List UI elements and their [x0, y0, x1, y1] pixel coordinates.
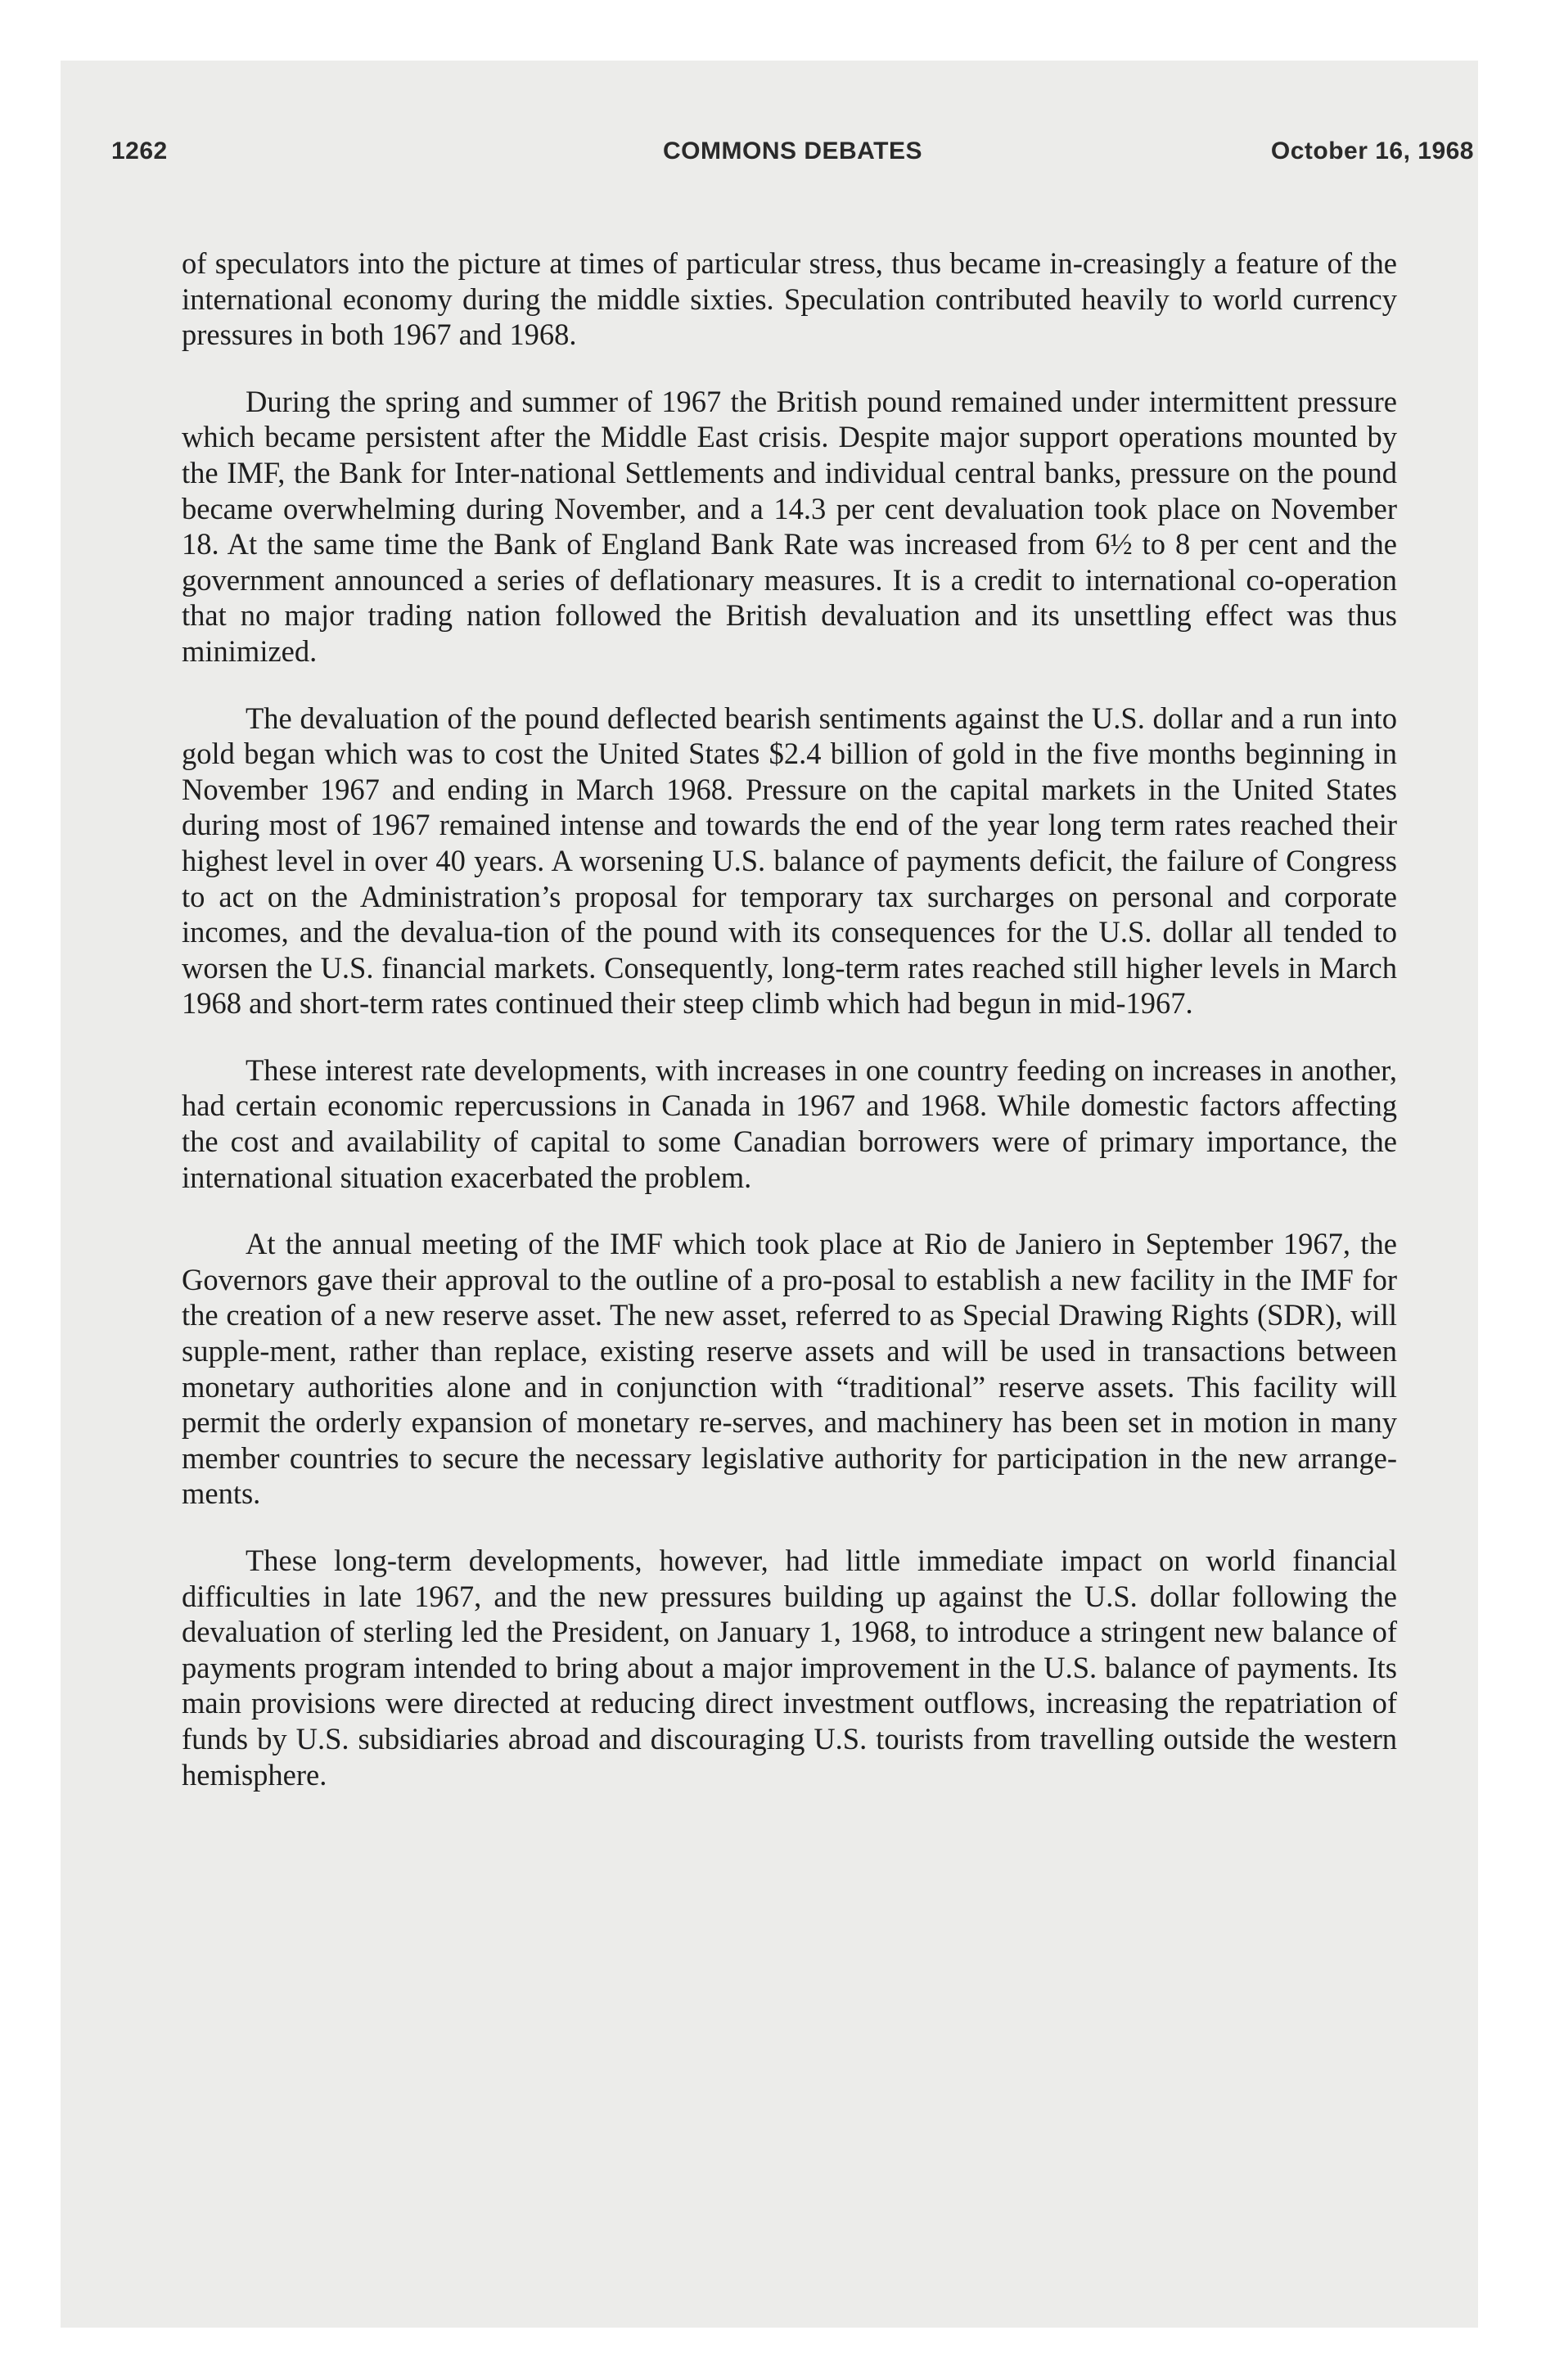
paragraph: The devaluation of the pound deflected bearish sentiments against the U.S. dollar and a run into gold began which was to cost the United States $2.4 billion of gold in the five months beginning in November 1967 and ending in March 1968. Pressure on the capital markets in the United States during most of 1967 remained intense and towards the end of the year long term rates reached their highest level in over 40 years. A worsening U.S. balance of payments deficit, the failure of Congress to act on the Administration’s proposal for temporary tax surcharges on personal and corporate incomes, and the devalua-tion of the pound with its consequences for the U.S. dollar all tended to worsen the U.S. financial markets. Consequently, long-term rates reached still higher levels in March 1968 and short-term rates continued their steep climb which had begun in mid-1967. [182, 701, 1397, 1021]
paragraph: During the spring and summer of 1967 the British pound remained under intermittent pressure which became persistent after the Middle East crisis. Despite major support operations mounted by the IMF, the Bank for Inter-national Settlements and individual central banks, pressure on the pound became overwhelming during November, and a 14.3 per cent devaluation took place on November 18. At the same time the Bank of England Bank Rate was increased from 6½ to 8 per cent and the government announced a series of deflationary measures. It is a credit to international co-operation that no major trading nation followed the British devaluation and its unsettling effect was thus minimized. [182, 384, 1397, 668]
paragraph-continued: of speculators into the picture at times of particular stress, thus became in-creasingly a feature of the international economy during the middle sixties. Speculation contributed heavily to world currency pressures in both 1967 and 1968. [182, 246, 1397, 352]
page-date: October 16, 1968 [1270, 137, 1474, 165]
page-header [111, 137, 1474, 180]
paragraph: At the annual meeting of the IMF which took place at Rio de Janiero in September 1967, the Governors gave their approval to the outline of a pro-posal to establish a new facility in the IMF for the creation of a new reserve asset. The new asset, referred to as Special Drawing Rights (SDR), will supple-ment, rather than replace, existing reserve assets and will be used in transactions between monetary authorities alone and in conjunction with “traditional” reserve assets. This facility will permit the orderly expansion of monetary re-serves, and machinery has been set in motion in many member countries to secure the necessary legislative authority for participation in the new arrange-ments. [182, 1227, 1397, 1511]
page-number: 1262 [111, 137, 168, 165]
page-title: COMMONS DEBATES [663, 137, 922, 165]
body-text [182, 246, 1397, 1823]
paragraph: These long-term developments, however, had little immediate impact on world financial difficulties in late 1967, and the new pressures building up against the U.S. dollar following the devaluation of sterling led the President, on January 1, 1968, to introduce a stringent new balance of payments program intended to bring about a major improvement in the U.S. balance of payments. Its main provisions were directed at reducing direct investment outflows, increasing the repatriation of funds by U.S. subsidiaries abroad and discouraging U.S. tourists from travelling outside the western hemisphere. [182, 1544, 1397, 1792]
paragraph: These interest rate developments, with increases in one country feeding on increases in another, had certain economic repercussions in Canada in 1967 and 1968. While domestic factors affecting the cost and availability of capital to some Canadian borrowers were of primary importance, the international situation exacerbated the problem. [182, 1053, 1397, 1194]
